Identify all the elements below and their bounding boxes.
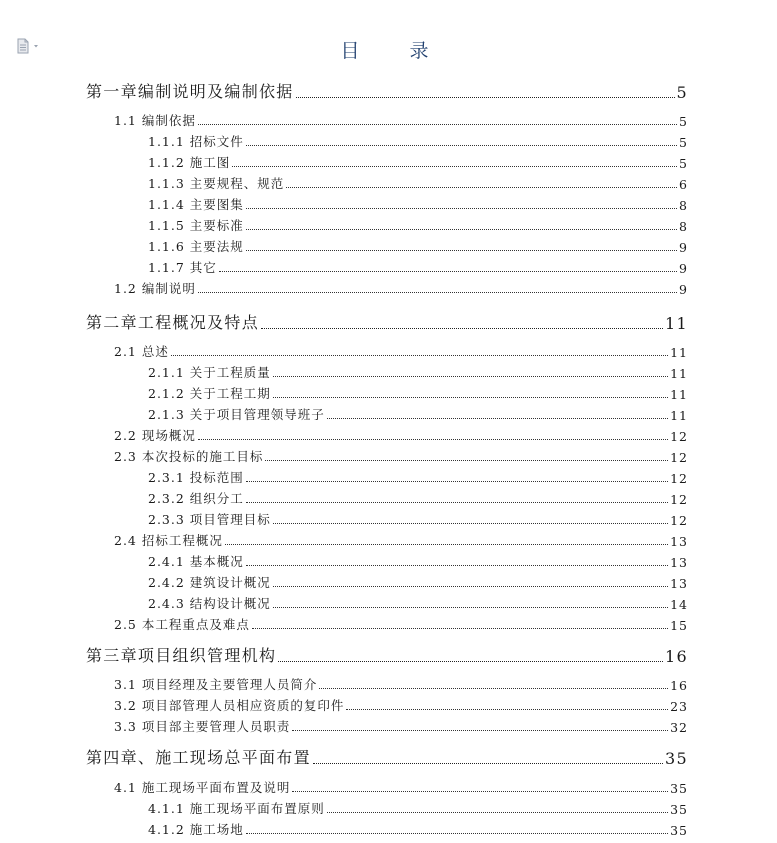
dot-leader bbox=[261, 328, 663, 329]
dot-leader bbox=[198, 292, 677, 293]
toc-entry-page: 32 bbox=[670, 720, 688, 735]
toc-entry[interactable] bbox=[148, 174, 688, 192]
toc-entry-label: 4.1.1 施工现场平面布置原则 bbox=[148, 801, 325, 816]
toc-entry-label: 2.1.3 关于项目管理领导班子 bbox=[148, 407, 325, 422]
toc-entry[interactable] bbox=[148, 489, 688, 507]
dot-leader bbox=[265, 460, 668, 461]
toc-entry[interactable] bbox=[148, 132, 688, 150]
toc-entry[interactable] bbox=[148, 405, 688, 423]
toc-entry[interactable] bbox=[114, 279, 688, 297]
toc-entry-page: 9 bbox=[679, 240, 688, 255]
toc-entry-page: 11 bbox=[670, 366, 688, 381]
toc-entry-page: 23 bbox=[670, 699, 688, 714]
toc-entry-label: 2.4.2 建筑设计概况 bbox=[148, 575, 271, 590]
toc-entry[interactable] bbox=[114, 675, 688, 693]
toc-entry-label: 2.4.3 结构设计概况 bbox=[148, 596, 271, 611]
toc-entry-page: 35 bbox=[670, 823, 688, 838]
toc-entry[interactable] bbox=[86, 79, 688, 102]
toc-entry[interactable] bbox=[114, 531, 688, 549]
toc-entry-page: 9 bbox=[679, 261, 688, 276]
dot-leader bbox=[273, 397, 668, 398]
toc-entry-label: 1.1.4 主要图集 bbox=[148, 197, 244, 212]
dot-leader bbox=[313, 763, 663, 764]
toc-entry-label: 2.3 本次投标的施工目标 bbox=[114, 449, 264, 464]
toc-entry-label: 2.4 招标工程概况 bbox=[114, 533, 223, 548]
toc-entry-page: 12 bbox=[670, 429, 688, 444]
toc-entry-label: 2.2 现场概况 bbox=[114, 428, 196, 443]
dot-leader bbox=[327, 418, 668, 419]
dot-leader bbox=[346, 709, 668, 710]
toc-entry-label: 1.1 编制依据 bbox=[114, 113, 196, 128]
toc-entry-page: 9 bbox=[679, 282, 688, 297]
toc-entry[interactable] bbox=[148, 216, 688, 234]
toc-entry-page: 11 bbox=[665, 314, 688, 333]
toc-entry[interactable] bbox=[86, 745, 688, 768]
toc-entry-page: 13 bbox=[670, 534, 688, 549]
dot-leader bbox=[327, 812, 668, 813]
dot-leader bbox=[278, 661, 663, 662]
toc-entry[interactable] bbox=[86, 643, 688, 666]
toc-entry-page: 8 bbox=[679, 219, 688, 234]
toc-entry[interactable] bbox=[148, 195, 688, 213]
toc-entry-page: 5 bbox=[679, 156, 688, 171]
toc-entry-page: 16 bbox=[670, 678, 688, 693]
toc-entry-label: 2.3.1 投标范围 bbox=[148, 470, 244, 485]
toc-entry-label: 4.1 施工现场平面布置及说明 bbox=[114, 780, 291, 795]
toc-entry-label: 1.1.1 招标文件 bbox=[148, 134, 244, 149]
toc-entry[interactable] bbox=[148, 820, 688, 838]
toc-entry[interactable] bbox=[86, 310, 688, 333]
toc-entry-label: 3.1 项目经理及主要管理人员简介 bbox=[114, 677, 318, 692]
dot-leader bbox=[198, 439, 668, 440]
toc-entry-label: 第四章、施工现场总平面布置 bbox=[86, 748, 311, 767]
dot-leader bbox=[273, 376, 668, 377]
toc-entry-label: 2.3.2 组织分工 bbox=[148, 491, 244, 506]
dot-leader bbox=[292, 791, 668, 792]
toc-entry-label: 1.1.7 其它 bbox=[148, 260, 217, 275]
toc-entry-label: 3.3 项目部主要管理人员职责 bbox=[114, 719, 291, 734]
toc-entry[interactable] bbox=[148, 510, 688, 528]
toc-entry-label: 3.2 项目部管理人员相应资质的复印件 bbox=[114, 698, 345, 713]
toc-entry[interactable] bbox=[114, 696, 688, 714]
toc-entry-page: 35 bbox=[670, 802, 688, 817]
toc-entry-label: 第二章工程概况及特点 bbox=[86, 313, 260, 332]
dot-leader bbox=[286, 187, 677, 188]
toc-entry[interactable] bbox=[148, 153, 688, 171]
toc-entry-label: 2.4.1 基本概况 bbox=[148, 554, 244, 569]
dot-leader bbox=[219, 271, 677, 272]
dot-leader bbox=[296, 97, 675, 98]
toc-entry-label: 1.1.3 主要规程、规范 bbox=[148, 176, 285, 191]
toc-entry-page: 8 bbox=[679, 198, 688, 213]
toc-entry-page: 14 bbox=[670, 597, 688, 612]
toc-entry-label: 2.1.1 关于工程质量 bbox=[148, 365, 271, 380]
dot-leader bbox=[273, 607, 668, 608]
toc-entry[interactable] bbox=[148, 237, 688, 255]
dot-leader bbox=[273, 523, 668, 524]
dot-leader bbox=[246, 481, 668, 482]
dot-leader bbox=[246, 208, 677, 209]
toc-entry-page: 12 bbox=[670, 513, 688, 528]
toc-entry-label: 2.1.2 关于工程工期 bbox=[148, 386, 271, 401]
toc-entry-label: 2.1 总述 bbox=[114, 344, 169, 359]
toc-entry-page: 12 bbox=[670, 492, 688, 507]
toc-entry-label: 1.1.2 施工图 bbox=[148, 155, 231, 170]
toc-entry-page: 11 bbox=[670, 345, 688, 360]
toc-entry-page: 35 bbox=[670, 781, 688, 796]
toc-entry-label: 4.1.2 施工场地 bbox=[148, 822, 244, 837]
toc-entry[interactable] bbox=[148, 384, 688, 402]
toc-entry-page: 5 bbox=[676, 83, 688, 102]
dot-leader bbox=[198, 124, 677, 125]
toc-entry-page: 12 bbox=[670, 450, 688, 465]
toc-entry[interactable] bbox=[114, 426, 688, 444]
dot-leader bbox=[225, 544, 668, 545]
toc-entry[interactable] bbox=[114, 111, 688, 129]
toc-entry[interactable] bbox=[148, 552, 688, 570]
toc-entry[interactable] bbox=[148, 799, 688, 817]
toc-entry-page: 16 bbox=[665, 647, 688, 666]
dot-leader bbox=[246, 229, 677, 230]
toc-entry-label: 第三章项目组织管理机构 bbox=[86, 646, 277, 665]
toc-entry[interactable] bbox=[148, 594, 688, 612]
dot-leader bbox=[246, 565, 668, 566]
toc-entry-label: 2.5 本工程重点及难点 bbox=[114, 617, 250, 632]
dot-leader bbox=[246, 502, 668, 503]
toc-entry-page: 5 bbox=[679, 135, 688, 150]
dot-leader bbox=[292, 730, 668, 731]
toc-entry-page: 13 bbox=[670, 576, 688, 591]
toc-entry[interactable] bbox=[148, 258, 688, 276]
dot-leader bbox=[273, 586, 668, 587]
toc-entry-page: 13 bbox=[670, 555, 688, 570]
toc-entry[interactable] bbox=[114, 615, 688, 633]
toc-entry-page: 12 bbox=[670, 471, 688, 486]
toc-entry[interactable] bbox=[148, 468, 688, 486]
dot-leader bbox=[232, 166, 677, 167]
toc-entry-page: 11 bbox=[670, 408, 688, 423]
toc-entry-label: 1.1.6 主要法规 bbox=[148, 239, 244, 254]
toc-entry-label: 1.2 编制说明 bbox=[114, 281, 196, 296]
toc-entry[interactable] bbox=[114, 717, 688, 735]
toc-entry-page: 11 bbox=[670, 387, 688, 402]
toc-title: 目 录 bbox=[340, 40, 451, 62]
toc-entry-page: 15 bbox=[670, 618, 688, 633]
toc-entry-label: 1.1.5 主要标准 bbox=[148, 218, 244, 233]
toc-entry[interactable] bbox=[114, 447, 688, 465]
toc-entry-page: 35 bbox=[665, 749, 688, 768]
toc-entry-page: 5 bbox=[679, 114, 688, 129]
dot-leader bbox=[246, 145, 677, 146]
toc-entry-label: 第一章编制说明及编制依据 bbox=[86, 82, 294, 101]
toc-entry-page: 6 bbox=[679, 177, 688, 192]
dot-leader bbox=[171, 355, 668, 356]
toc-entry[interactable] bbox=[114, 778, 688, 796]
dot-leader bbox=[246, 250, 677, 251]
dot-leader bbox=[246, 833, 668, 834]
toc-entry[interactable] bbox=[148, 363, 688, 381]
dot-leader bbox=[319, 688, 668, 689]
toc-entry[interactable] bbox=[148, 573, 688, 591]
toc-entry[interactable] bbox=[114, 342, 688, 360]
dot-leader bbox=[252, 628, 668, 629]
toc-entry-label: 2.3.3 项目管理目标 bbox=[148, 512, 271, 527]
